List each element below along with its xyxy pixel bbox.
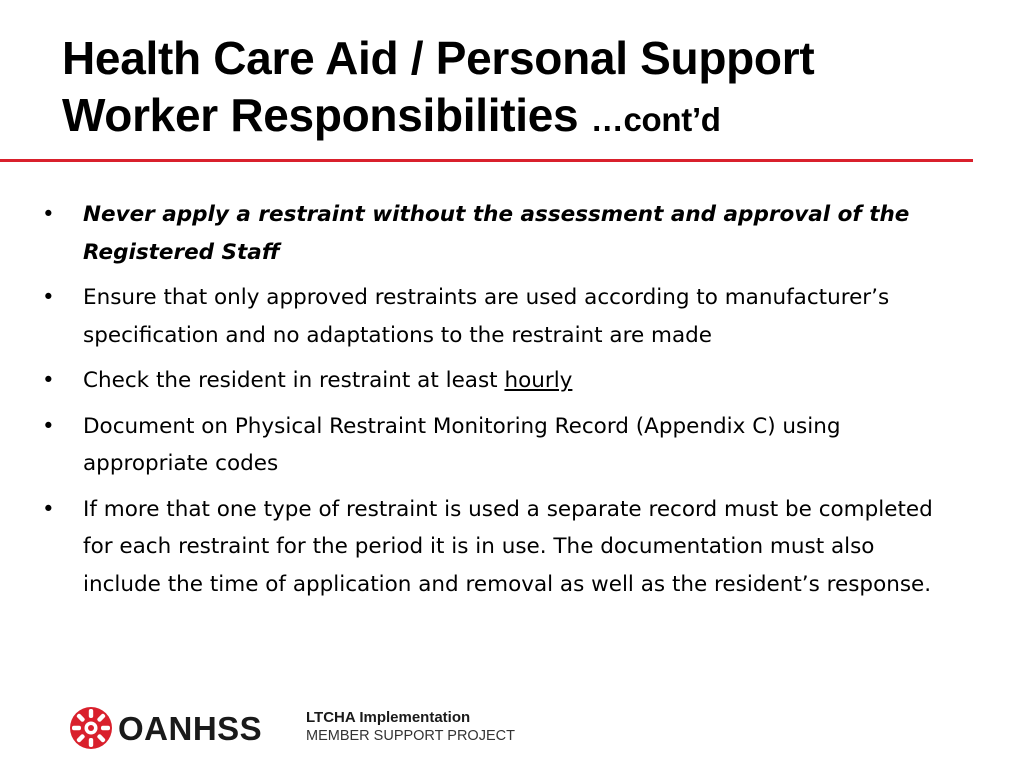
bullet-item (42, 491, 952, 604)
footer (68, 705, 515, 753)
bullet-text: Ensure that only approved restraints are used according to manufacturer’s specification and no adaptations to the restraint are made (83, 285, 890, 348)
slide-title-line-1: Health Care Aid / Personal Support (62, 32, 815, 84)
bullet-marker: • (42, 496, 55, 522)
logo-wordmark: OANHSS (118, 710, 263, 747)
slide-title-line-2-text: Worker Responsibilities (62, 89, 579, 141)
project-subtitle: MEMBER SUPPORT PROJECT (306, 728, 515, 744)
bullet-item (42, 196, 952, 271)
bullet-marker: • (42, 413, 55, 439)
bullet-list (42, 196, 952, 611)
bullet-text-underlined: hourly (504, 368, 573, 393)
bullet-marker: • (42, 368, 55, 393)
title-divider-rule (0, 159, 973, 162)
bullet-marker: • (42, 202, 55, 227)
project-title: LTCHA Implementation (306, 709, 471, 726)
bullet-item (42, 362, 952, 400)
bullet-text: Never apply a restraint without the assessment and approval of the Registered Staff (83, 202, 910, 265)
bullet-marker: • (42, 285, 55, 310)
slide-title (62, 30, 1002, 148)
bullet-item (42, 279, 952, 354)
slide-title-suffix: …cont’d (590, 101, 721, 138)
bullet-text: If more that one type of restraint is used a separate record must be completed for each restraint for the period it is in use. The documentation must also include the time of application and removal as well as the resident’s response. (83, 496, 933, 597)
bullet-text: Check the resident in restraint at least (83, 368, 505, 393)
slide-title-line-2 (62, 87, 1002, 148)
bullet-text: Document on Physical Restraint Monitoring Record (Appendix C) using appropriate codes (83, 413, 841, 476)
bullet-item (42, 408, 952, 483)
oanhss-logo-icon (68, 705, 114, 751)
